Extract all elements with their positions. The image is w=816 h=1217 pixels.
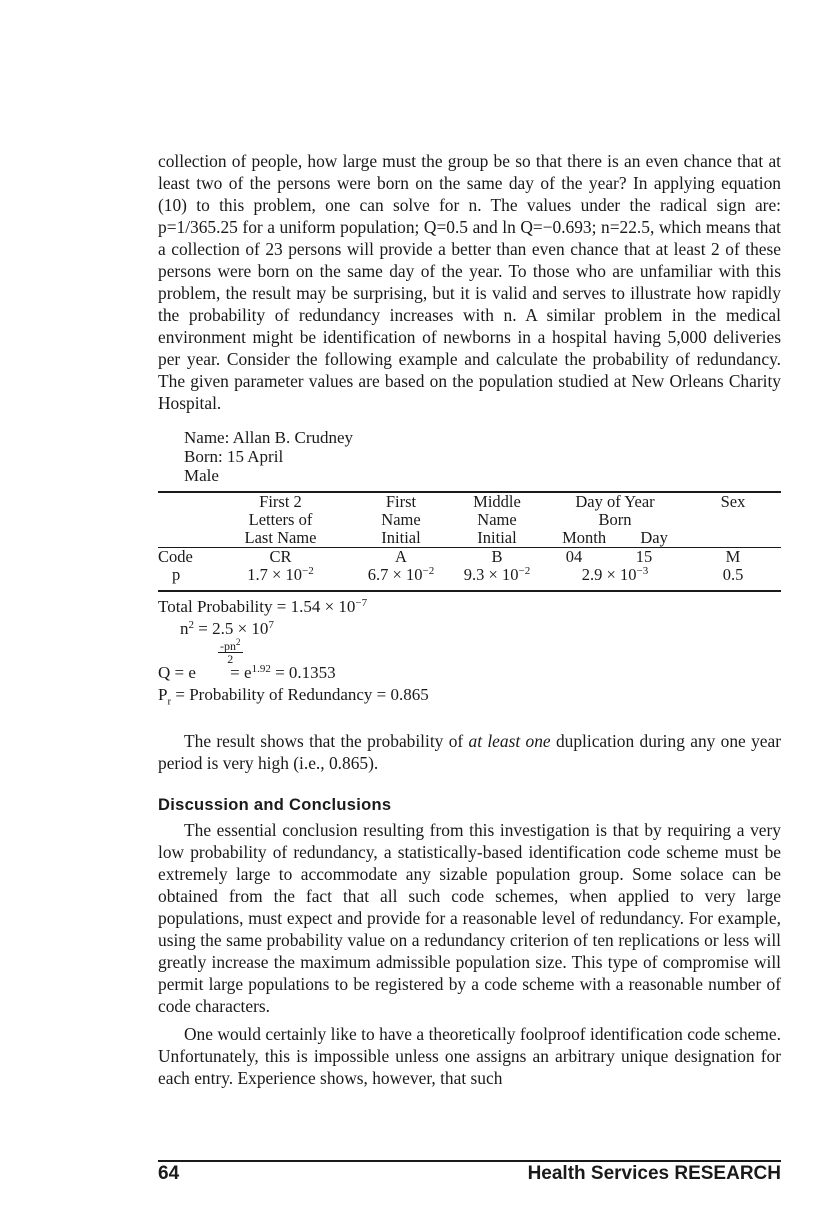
total-probability: Total Probability = $1.54 \times 10^{-7}$: [158, 597, 368, 616]
q-equation: $-pn^2$ 2 $Q = e = e^{1.92} = 0.1353$: [158, 637, 336, 682]
section-heading: Discussion and Conclusions: [158, 796, 392, 815]
example-block: [184, 428, 781, 485]
header-month: Month: [562, 528, 607, 547]
row-label-p: p: [172, 565, 181, 584]
page-body: [158, 150, 781, 1089]
header-day-of-year: Day of Year Born Month Day: [545, 492, 685, 548]
table-cell: 04: [545, 548, 603, 567]
calculation-block: [158, 596, 781, 712]
result-paragraph: The result shows that the probability of at least one duplication during any one year period is very high (i.e., 0.865).: [158, 731, 781, 774]
table-cell: 15: [603, 548, 685, 567]
table-cell: $2.9 \times 10^{-3}$: [581, 565, 649, 584]
header-last-name: First 2 Letters of Last Name: [208, 492, 353, 548]
q-exponent-fraction: $-pn^2$ 2: [220, 637, 241, 666]
table-cell: $9.3 \times 10^{-2}$: [463, 565, 531, 584]
header-day: Day: [640, 528, 668, 547]
table-cell: B: [449, 548, 545, 567]
table-row: [158, 566, 781, 591]
header-sex: Sex: [685, 492, 781, 548]
example-born: Born: 15 April: [184, 447, 284, 466]
code-probability-table: [158, 491, 781, 592]
table-cell: A: [353, 548, 449, 567]
header-middle-name: Middle Name Initial: [449, 492, 545, 548]
header-first-name: First Name Initial: [353, 492, 449, 548]
table-cell: $1.7 \times 10^{-2}$: [247, 565, 314, 584]
discussion-paragraph-1: The essential conclusion resulting from this investigation is that by requiring a very low probability of redundancy, a statistically-based identification code scheme must be extremely large to accommodate any sizable population group. Some solace can be obtained from the fact that all such code schemes, when applied to very large populations, must expect and provide for a reasonable level of redundancy. For example, using the same probability value on a redundancy criterion of ten replications or less will greatly increase the maximum admissible population size. This type of compromise will permit large populations to be registered by a code scheme with a reasonable number of code characters.: [158, 820, 781, 1017]
table-header-row: [158, 492, 781, 548]
footer-rule: [158, 1160, 781, 1162]
probability-of-redundancy: $P_r$ = Probability of Redundancy = 0.865: [158, 685, 429, 708]
table-cell: CR: [208, 548, 353, 567]
table-row: [158, 548, 781, 567]
table-cell: $6.7 \times 10^{-2}$: [367, 565, 435, 584]
journal-title: Health Services RESEARCH: [527, 1163, 781, 1184]
example-sex: Male: [184, 466, 219, 485]
row-label-code: Code: [158, 548, 208, 567]
table-cell: M: [685, 548, 781, 567]
page-number: 64: [158, 1163, 180, 1184]
n-squared: $n^2 = 2.5 \times 10^7$: [180, 619, 274, 638]
intro-paragraph: collection of people, how large must the group be so that there is an even chance that at least two of the persons were born on the same day of the year? In applying equation (10) to this problem, one can solve for n. The values under the radical sign are: p=1/365.25 for a uniform population; Q=0.5 and ln Q=−0.693; n=22.5, which means that a collection of 23 persons will provide a better than even chance that at least 2 of these persons were born on the same day of the year. To those who are unfamiliar with this problem, the result may be surprising, but it is valid and serves to illustrate how rapidly the probability of redundancy increases with n. A similar problem in the medical environment might be identification of newborns in a hospital having 5,000 deliveries per year. Consider the following example and calculate the probability of redundancy. The given parameter values are based on the population studied at New Orleans Charity Hospital.: [158, 151, 781, 413]
discussion-paragraph-2: One would certainly like to have a theoretically foolproof identification code scheme. Unfortunately, this is impossible unless one assigns an arbitrary unique designation for each entry. Experience shows, however, that such: [158, 1024, 781, 1089]
table-cell: 0.5: [722, 565, 744, 584]
example-name: Name: Allan B. Crudney: [184, 428, 354, 447]
